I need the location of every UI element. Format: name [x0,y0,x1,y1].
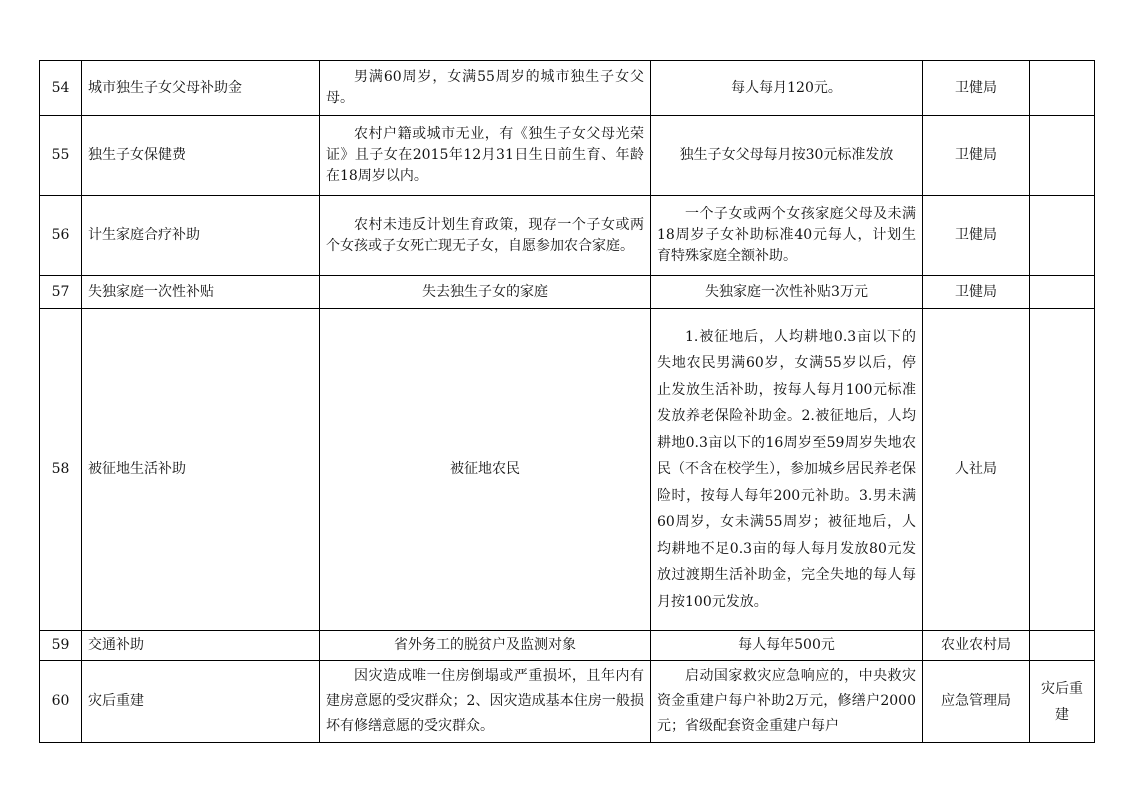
row-number: 55 [40,116,82,196]
target-group: 失去独生子女的家庭 [320,276,651,309]
row-number: 56 [40,196,82,276]
table-row [40,276,1095,309]
target-group: 农村户籍或城市无业，有《独生子女父母光荣证》且子女在2015年12月31日生日前生育、年龄在18周岁以内。 [320,116,651,196]
subsidy-standard: 失独家庭一次性补贴3万元 [651,276,923,309]
remarks [1030,631,1095,661]
row-number: 60 [40,661,82,743]
item-name: 独生子女保健费 [82,116,320,196]
responsible-dept: 人社局 [923,309,1030,631]
remarks [1030,196,1095,276]
item-name: 交通补助 [82,631,320,661]
item-name: 失独家庭一次性补贴 [82,276,320,309]
responsible-dept: 应急管理局 [923,661,1030,743]
row-number: 59 [40,631,82,661]
table-row [40,631,1095,661]
target-group: 男满60周岁，女满55周岁的城市独生子女父母。 [320,61,651,116]
subsidy-standard: 每人每月120元。 [651,61,923,116]
table-row [40,196,1095,276]
item-name: 灾后重建 [82,661,320,743]
responsible-dept: 卫健局 [923,276,1030,309]
target-group: 因灾造成唯一住房倒塌或严重损坏，且年内有建房意愿的受灾群众；2、因灾造成基本住房一般损坏有修缮意愿的受灾群众。 [320,661,651,743]
responsible-dept: 卫健局 [923,61,1030,116]
table-row [40,61,1095,116]
subsidy-standard: 每人每年500元 [651,631,923,661]
subsidy-standard: 1.被征地后，人均耕地0.3亩以下的失地农民男满60岁，女满55岁以后，停止发放生活补助，按每人每月100元标准发放养老保险补助金。2.被征地后，人均耕地0.3亩以下的16周岁至59周岁失地农民（不含在校学生），参加城乡居民养老保险时，按每人每年200元补助。3.男未满60周岁，女未满55周岁；被征地后，人均耕地不足0.3亩的每人每月发放80元发放过渡期生活补助金，完全失地的每人每月按100元发放。 [651,309,923,631]
subsidy-standard: 一个子女或两个女孩家庭父母及未满18周岁子女补助标准40元每人，计划生育特殊家庭全额补助。 [651,196,923,276]
responsible-dept: 农业农村局 [923,631,1030,661]
remarks [1030,276,1095,309]
subsidy-standard: 独生子女父母每月按30元标准发放 [651,116,923,196]
row-number: 54 [40,61,82,116]
item-name: 城市独生子女父母补助金 [82,61,320,116]
table-row [40,661,1095,743]
target-group: 被征地农民 [320,309,651,631]
subsidy-standard: 启动国家救灾应急响应的，中央救灾资金重建户每户补助2万元，修缮户2000元；省级配套资金重建户每户 [651,661,923,743]
target-group: 省外务工的脱贫户及监测对象 [320,631,651,661]
responsible-dept: 卫健局 [923,196,1030,276]
row-number: 57 [40,276,82,309]
responsible-dept: 卫健局 [923,116,1030,196]
remarks: 灾后重建 [1030,661,1095,743]
table-row [40,116,1095,196]
table-row [40,309,1095,631]
item-name: 计生家庭合疗补助 [82,196,320,276]
row-number: 58 [40,309,82,631]
policy-table [39,60,1095,743]
remarks [1030,61,1095,116]
remarks [1030,309,1095,631]
remarks [1030,116,1095,196]
item-name: 被征地生活补助 [82,309,320,631]
target-group: 农村未违反计划生育政策，现存一个子女或两个女孩或子女死亡现无子女，自愿参加农合家庭。 [320,196,651,276]
